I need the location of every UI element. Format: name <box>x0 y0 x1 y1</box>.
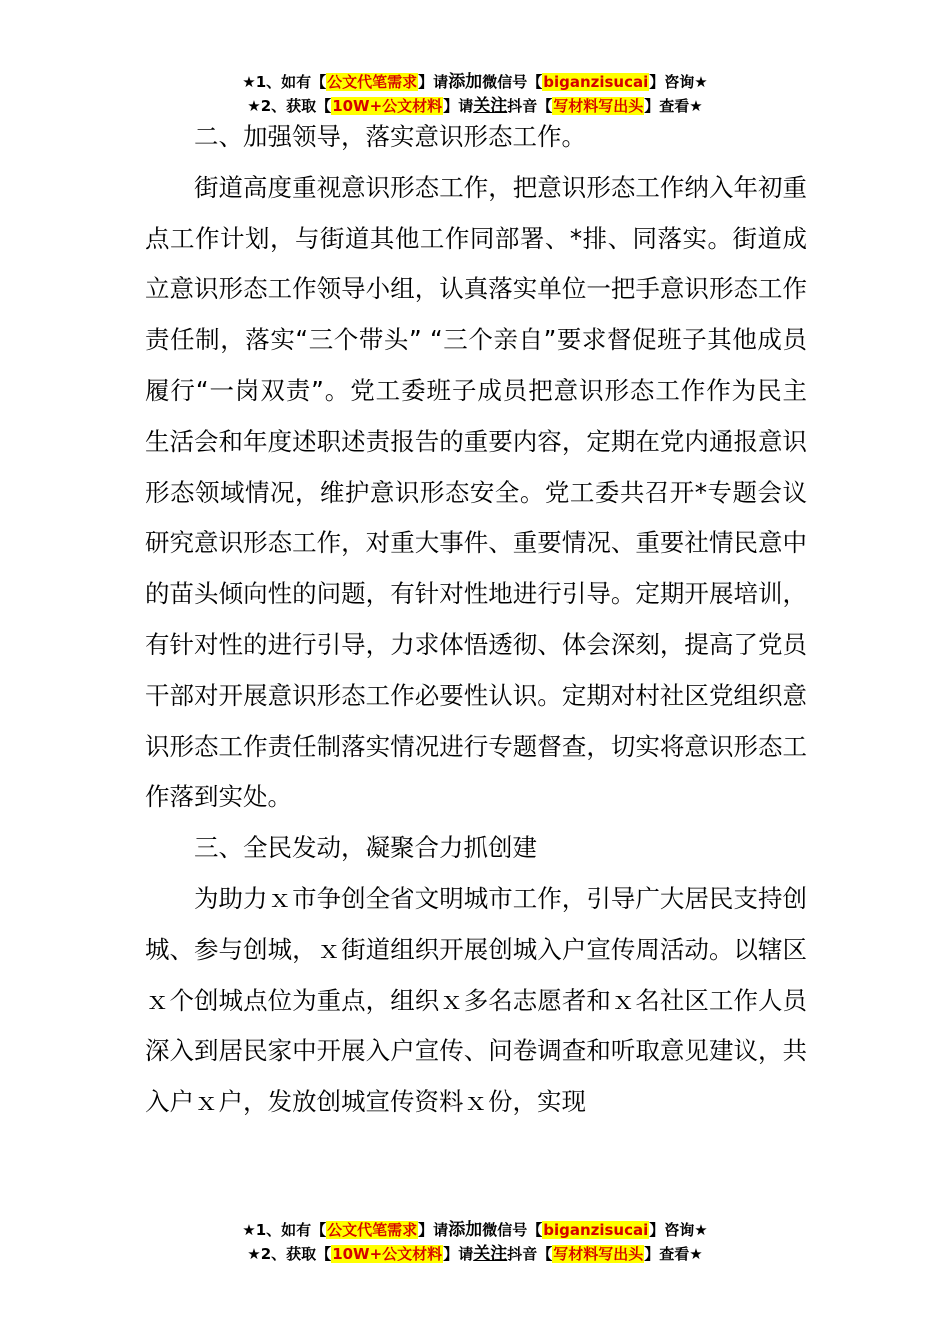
banner-text: 添加 <box>448 72 483 92</box>
banner-text: 】请 <box>418 73 449 91</box>
banner-highlight: 10W+公文材料 <box>332 97 443 115</box>
banner-text: 添加 <box>448 1220 483 1240</box>
section-heading: 二、加强领导，落实意识形态工作。 <box>194 122 586 151</box>
banner-wechat-id: biganzisucai <box>543 73 649 91</box>
banner-text: 】查看★ <box>644 1245 703 1263</box>
banner-text: 抖音【 <box>507 1245 553 1263</box>
banner-text: ★2、获取【 <box>247 1245 332 1263</box>
banner-text: ★1、如有【 <box>242 73 327 91</box>
banner-highlight: 公文代笔需求 <box>327 1221 418 1239</box>
banner-text: 微信号【 <box>482 1221 543 1239</box>
banner-text: 关注 <box>473 96 508 116</box>
body-paragraph: 为助力ｘ市争创全省文明城市工作，引导广大居民支持创城、参与创城，ｘ街道组织开展创城入户宣传周活动。以辖区ｘ个创城点位为重点，组织ｘ多名志愿者和ｘ名社区工作人员深入到居民家中开展入户宣传、问卷调查和听取意见建议，共入户ｘ户，发放创城宣传资料ｘ份，实现 <box>145 883 807 1117</box>
banner-text: 】请 <box>443 97 474 115</box>
document-body <box>145 112 807 1128</box>
banner-text: 抖音【 <box>507 97 553 115</box>
banner-highlight: 写材料写出头 <box>553 1245 644 1263</box>
footer-banner <box>0 1218 950 1266</box>
section-heading: 三、全民发动，凝聚合力抓创建 <box>194 833 537 863</box>
banner-text: 】咨询★ <box>649 1221 708 1239</box>
banner-text: 】咨询★ <box>649 73 708 91</box>
banner-wechat-id: biganzisucai <box>543 1221 649 1239</box>
banner-highlight: 公文代笔需求 <box>327 73 418 91</box>
banner-highlight: 10W+公文材料 <box>332 1245 443 1263</box>
banner-text: 】请 <box>443 1245 474 1263</box>
banner-line-1 <box>0 1218 950 1242</box>
banner-line-1 <box>0 70 950 94</box>
banner-text: 】查看★ <box>644 97 703 115</box>
banner-text: ★2、获取【 <box>247 97 332 115</box>
body-paragraph: 街道高度重视意识形态工作，把意识形态工作纳入年初重点工作计划，与街道其他工作同部署、*排、同落实。街道成立意识形态工作领导小组，认真落实单位一把手意识形态工作责任制，落实“三个带头” “三个亲自”要求督促班子其他成员履行“一岗双责”。党工委班子成员把意识形态工作作为民主生活会和年度述职述责报告的重要内容，定期在党内通报意识形态领域情况，维护意识形态安全。党工委共召开*专题会议研究意识形态工作，对重大事件、重要情况、重要社情民意中的苗头倾向性的问题，有针对性地进行引导。定期开展培训，有针对性的进行引导，力求体悟透彻、体会深刻，提高了党员干部对开展意识形态工作必要性认识。定期对村社区党组织意识形态工作责任制落实情况进行专题督查，切实将意识形态工作落到实处。 <box>145 172 807 812</box>
banner-line-2 <box>0 1242 950 1266</box>
banner-text: 关注 <box>473 1244 508 1264</box>
header-banner <box>0 70 950 118</box>
banner-highlight: 写材料写出头 <box>553 97 644 115</box>
banner-text: 】请 <box>418 1221 449 1239</box>
banner-text: ★1、如有【 <box>242 1221 327 1239</box>
banner-text: 微信号【 <box>482 73 543 91</box>
